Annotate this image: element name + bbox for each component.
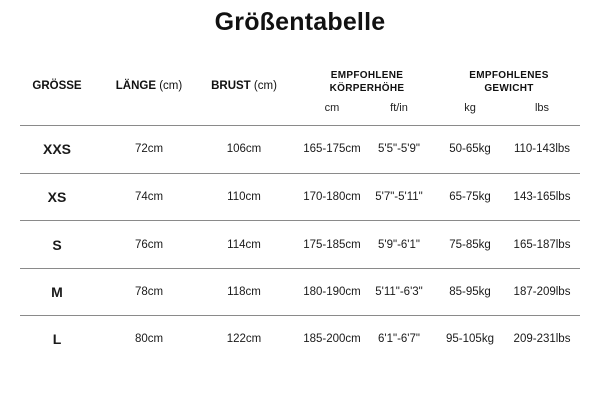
header-chest-unit: (cm) [253, 80, 277, 92]
subheader-height-ftin: ft/in [390, 102, 408, 114]
cell-height-cm: 185-200cm [303, 333, 361, 345]
header-length-unit: (cm) [159, 80, 183, 92]
cell-weight-kg: 95-105kg [446, 333, 494, 345]
cell-chest: 122cm [226, 333, 262, 345]
cell-weight-kg: 75-85kg [449, 239, 491, 251]
header-weight-line2: GEWICHT [484, 83, 534, 94]
subheader-weight-lbs: lbs [534, 102, 550, 114]
cell-height-ftin: 6'1"-6'7" [378, 333, 420, 345]
cell-height-cm: 165-175cm [303, 143, 361, 155]
cell-height-ftin: 5'7"-5'11" [375, 191, 423, 203]
table-divider [20, 173, 580, 174]
cell-height-ftin: 5'9"-6'1" [378, 239, 420, 251]
subheader-weight-kg: kg [464, 102, 476, 114]
table-row [0, 187, 600, 207]
cell-chest: 118cm [227, 286, 261, 298]
cell-height-ftin: 5'11"-6'3" [375, 286, 423, 298]
subheader-height-cm: cm [324, 102, 340, 114]
cell-weight-lbs: 143-165lbs [513, 191, 571, 203]
cell-weight-kg: 50-65kg [449, 143, 491, 155]
cell-weight-lbs: 187-209lbs [513, 286, 571, 298]
cell-size: S [52, 237, 62, 253]
table-divider [20, 268, 580, 269]
header-length [116, 80, 182, 92]
table-divider [20, 220, 580, 221]
header-chest [211, 80, 277, 92]
table-row [0, 329, 600, 349]
cell-length: 72cm [134, 143, 164, 155]
cell-height-cm: 170-180cm [303, 191, 361, 203]
cell-length: 76cm [134, 239, 164, 251]
table-divider [20, 315, 580, 316]
header-recommended-height [330, 69, 405, 95]
cell-height-ftin: 5'5"-5'9" [378, 143, 420, 155]
cell-weight-lbs: 209-231lbs [513, 333, 571, 345]
table-row [0, 282, 600, 302]
cell-length: 80cm [134, 333, 164, 345]
header-length-label: LÄNGE [115, 80, 157, 92]
table-divider [20, 125, 580, 126]
cell-chest: 106cm [226, 143, 262, 155]
header-height-line1: EMPFOHLENE [330, 70, 404, 81]
cell-length: 78cm [134, 286, 164, 298]
page-title: Größentabelle [214, 8, 386, 36]
cell-size: M [51, 284, 63, 300]
cell-chest: 114cm [227, 239, 261, 251]
cell-weight-kg: 85-95kg [449, 286, 491, 298]
cell-size: XS [47, 189, 67, 205]
cell-height-cm: 180-190cm [303, 286, 361, 298]
header-height-line2: KÖRPERHÖHE [329, 83, 405, 94]
header-recommended-weight [469, 69, 548, 95]
cell-size: L [52, 331, 62, 347]
table-row [0, 235, 600, 255]
cell-weight-lbs: 110-143lbs [513, 143, 571, 155]
header-chest-label: BRUST [211, 80, 251, 92]
header-weight-line1: EMPFOHLENES [469, 70, 549, 81]
cell-chest: 110cm [227, 191, 261, 203]
cell-length: 74cm [134, 191, 164, 203]
cell-size: XXS [42, 141, 72, 157]
header-size: GRÖSSE [32, 80, 82, 92]
table-row [0, 139, 600, 159]
cell-weight-kg: 65-75kg [449, 191, 491, 203]
cell-weight-lbs: 165-187lbs [513, 239, 571, 251]
cell-height-cm: 175-185cm [303, 239, 361, 251]
